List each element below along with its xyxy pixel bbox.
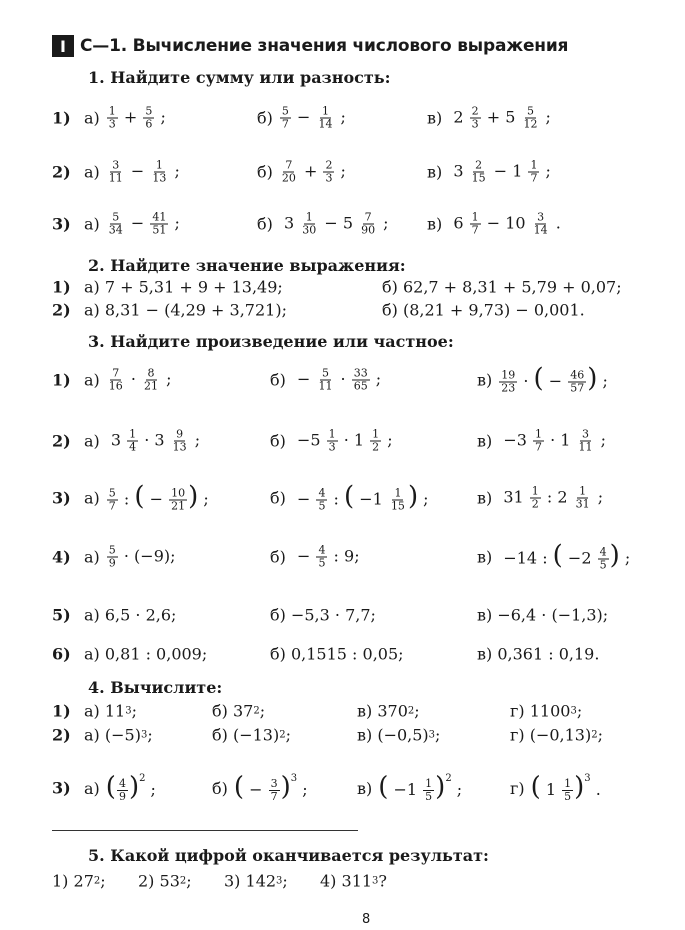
expr-text: ; — [335, 107, 352, 127]
task-3-row-6 — [52, 643, 682, 665]
task-5-items — [52, 870, 682, 892]
expr-text: · — [335, 369, 351, 389]
item-a: а) 8,31 − (4,29 + 3,721); — [84, 300, 287, 320]
expr-text: ; — [155, 107, 171, 127]
row-number: 2) — [52, 431, 71, 451]
row-number: 1) — [52, 370, 71, 390]
expr-text: −2 — [562, 548, 597, 568]
row-number: 1) — [52, 701, 71, 721]
task-5-item-3: 3) 142 3 ; — [224, 871, 288, 891]
bracket: ( — [134, 481, 145, 512]
item-b: б) ( − $\frac{3}{7}$ )$^3$ ; — [212, 772, 313, 803]
fraction: $\frac{1}{7}$ — [535, 427, 543, 454]
expr-text: −14 : — [498, 548, 553, 568]
bracket: ( — [233, 772, 245, 802]
item-b: б) 0,1515 : 0,05; — [270, 644, 404, 664]
fraction: $\frac{1}{4}$ — [129, 427, 137, 454]
fraction: $\frac{1}{30}$ — [302, 210, 317, 237]
fraction: $\frac{3}{14}$ — [533, 210, 548, 237]
fraction: $\frac{41}{51}$ — [152, 210, 167, 237]
item-a: а) $\frac{7}{16}$ · $\frac{8}{21}$ ; — [84, 366, 177, 393]
fraction: $\frac{1}{13}$ — [152, 158, 167, 185]
task-2-heading: 2. Найдите значение выражения: — [88, 256, 406, 275]
item-a: а) 3 $\frac{1}{4}$ · 3 $\frac{9}{13}$ ; — [84, 427, 206, 454]
row-number: 2) — [52, 300, 71, 320]
expr-text: ; — [370, 369, 387, 389]
expr-text: 31 — [498, 487, 529, 507]
fraction: $\frac{2}{15}$ — [471, 158, 486, 185]
fraction: $\frac{7}{90}$ — [361, 210, 376, 237]
fraction: $\frac{19}{23}$ — [501, 368, 516, 395]
item-b: б) (8,21 + 9,73) − 0,001. — [382, 300, 585, 320]
task-3-row-3 — [52, 480, 682, 516]
expr-text: · — [125, 369, 142, 389]
item-c: в) ( −1 $\frac{1}{5}$ )$^2$ ; — [357, 772, 468, 803]
item-a: а) $\frac{5}{34}$ − $\frac{41}{51}$ ; — [84, 210, 185, 237]
expr-text: − — [144, 489, 169, 509]
expr-text: 3 — [105, 430, 127, 450]
fraction: $\frac{8}{21}$ — [144, 366, 159, 393]
expr-text: 6 — [448, 213, 469, 233]
row-number: 2) — [52, 725, 71, 745]
fraction: $\frac{46}{57}$ — [570, 368, 585, 395]
task-2-row-1 — [52, 276, 682, 298]
task-5-item-4: 4) 311 3 ? — [320, 871, 387, 891]
fraction: $\frac{2}{3}$ — [471, 104, 479, 131]
fraction: $\frac{5}{34}$ — [108, 210, 123, 237]
item-d: г) 1100 3 ; — [510, 701, 583, 721]
section-tag: I — [52, 35, 74, 57]
fraction: $\frac{1}{3}$ — [328, 427, 336, 454]
task-3-row-5 — [52, 604, 682, 626]
expr-text: −1 — [388, 780, 423, 799]
expr-text: ; — [378, 213, 394, 233]
bracket: ( — [378, 772, 389, 802]
fraction: $\frac{5}{7}$ — [108, 486, 116, 513]
task-3-row-1 — [52, 362, 682, 398]
expr-text: ; — [540, 107, 557, 127]
item-b: б) − $\frac{4}{5}$ : 9; — [270, 543, 365, 570]
fraction: $\frac{4}{5}$ — [318, 543, 326, 570]
fraction: $\frac{5}{7}$ — [281, 104, 289, 131]
fraction: $\frac{1}{15}$ — [390, 486, 405, 513]
expr-text: · — [518, 371, 534, 391]
expr-text: : — [328, 489, 345, 509]
bracket: ( — [105, 772, 116, 802]
bracket: ) — [128, 772, 140, 802]
expr-text: ; — [595, 430, 612, 450]
fraction: $\frac{5}{11}$ — [318, 366, 333, 393]
item-b: б) −5 $\frac{1}{3}$ · 1 $\frac{1}{2}$ ; — [270, 427, 398, 454]
expr-text: ; — [161, 369, 177, 389]
fraction: $\frac{5}{12}$ — [523, 104, 538, 131]
expr-text: − — [125, 213, 150, 233]
fraction: $\frac{5}{6}$ — [145, 104, 153, 131]
expr-text: ; — [597, 371, 613, 391]
item-d: г) (−0,13) 2 ; — [510, 725, 603, 745]
item-c: в) 2 $\frac{2}{3}$ + 5 $\frac{5}{12}$ ; — [427, 104, 557, 131]
expr-text: ; — [169, 161, 185, 181]
expr-text: . — [590, 780, 606, 799]
expr-text: ; — [169, 213, 185, 233]
fraction: $\frac{1}{7}$ — [471, 210, 479, 237]
exponent: 3 — [290, 773, 298, 784]
item-c: в) −6,4 · (−1,3); — [477, 605, 609, 625]
row-number: 1) — [52, 277, 71, 297]
expr-text: − — [291, 489, 316, 509]
row-number: 6) — [52, 644, 71, 664]
bracket: ) — [188, 481, 199, 512]
item-b: б) 37 2 ; — [212, 701, 266, 721]
item-c: в) 0,361 : 0,19. — [477, 644, 600, 664]
expr-text: − — [125, 161, 150, 181]
row-number: 5) — [52, 605, 71, 625]
expr-text: ; — [198, 489, 214, 509]
expr-text: · 3 — [139, 430, 170, 450]
bracket: ( — [344, 481, 355, 512]
fraction: $\frac{1}{5}$ — [564, 777, 572, 803]
expr-text: − — [543, 371, 568, 391]
expr-text: − 1 — [488, 161, 528, 181]
fraction: $\frac{3}{11}$ — [578, 427, 593, 454]
item-c: в) 370 2 ; — [357, 701, 420, 721]
item-a: а) $\frac{3}{11}$ − $\frac{1}{13}$ ; — [84, 158, 185, 185]
bracket: ) — [407, 481, 419, 512]
item-b: б) − $\frac{4}{5}$ : ( −1 $\frac{1}{15}$ ) ; — [270, 481, 434, 513]
bracket: ) — [574, 772, 585, 802]
expr-text: − — [291, 107, 316, 127]
fraction: $\frac{10}{21}$ — [171, 486, 186, 513]
expr-text: : — [118, 489, 135, 509]
task-4-row-1 — [52, 700, 682, 722]
task-2-row-2 — [52, 299, 682, 321]
fraction: $\frac{1}{14}$ — [318, 104, 333, 131]
section-title: С—1. Вычисление значения числового выражения — [80, 36, 569, 56]
task-5-item-1: 1) 27 2 ; — [52, 871, 106, 891]
page-number: 8 — [362, 912, 371, 927]
expr-text: − 10 — [481, 213, 531, 233]
item-a: а) 7 + 5,31 + 9 + 13,49; — [84, 277, 283, 297]
bracket: ( — [530, 772, 541, 802]
item-d: г) ( 1 $\frac{1}{5}$ )$^3$ . — [510, 772, 606, 803]
expr-text: + — [118, 107, 143, 127]
exponent: 2 — [139, 773, 146, 784]
task-4-row-3 — [52, 770, 682, 806]
expr-text: ; — [418, 489, 434, 509]
expr-text: ; — [619, 548, 636, 568]
task-5-heading: 5. Какой цифрой оканчивается результат: — [88, 846, 489, 865]
item-b: б) $\frac{5}{7}$ − $\frac{1}{14}$ ; — [257, 104, 352, 131]
fraction: $\frac{4}{5}$ — [599, 545, 607, 572]
expr-text: · 1 — [545, 430, 576, 450]
expr-text: . — [550, 213, 566, 233]
expr-text: ; — [540, 161, 557, 181]
expr-text: 1 — [540, 780, 562, 799]
item-c: в) $\frac{19}{23}$ · ( − $\frac{46}{57}$ ) ; — [477, 363, 613, 395]
bracket: ( — [533, 363, 544, 394]
fraction: $\frac{1}{2}$ — [531, 484, 539, 511]
expr-text: −5 — [291, 430, 326, 450]
item-a: а) $\frac{5}{9}$ · (−9); — [84, 543, 181, 570]
fraction: $\frac{1}{31}$ — [575, 484, 590, 511]
expr-text: 3 — [278, 213, 300, 233]
expr-text: : 2 — [541, 487, 573, 507]
item-b: б) $\frac{7}{20}$ + $\frac{2}{3}$ ; — [257, 158, 352, 185]
row-number: 3) — [52, 214, 71, 234]
fraction: $\frac{3}{7}$ — [270, 777, 278, 803]
fraction: $\frac{9}{13}$ — [172, 427, 187, 454]
footnote-divider — [52, 830, 358, 831]
section-header — [52, 34, 568, 58]
fraction: $\frac{4}{9}$ — [118, 777, 126, 803]
bracket: ) — [609, 540, 620, 571]
task-1-row-1 — [52, 100, 682, 136]
fraction: $\frac{1}{2}$ — [372, 427, 380, 454]
expr-text: − — [291, 546, 316, 566]
item-b: б) −5,3 · 7,7; — [270, 605, 376, 625]
expr-text: ; — [592, 487, 609, 507]
item-c: в) 6 $\frac{1}{7}$ − 10 $\frac{3}{14}$ . — [427, 210, 566, 237]
fraction: $\frac{2}{3}$ — [325, 158, 333, 185]
expr-text: 3 — [448, 161, 469, 181]
item-a: а) (−5) 3 ; — [84, 725, 153, 745]
bracket: ) — [280, 772, 291, 802]
task-3-heading: 3. Найдите произведение или частное: — [88, 332, 454, 351]
expr-text: + — [298, 161, 323, 181]
task-1-row-3 — [52, 206, 682, 242]
row-number: 2) — [52, 162, 71, 182]
expr-text: − 5 — [319, 213, 359, 233]
row-number: 3) — [52, 488, 71, 508]
item-a: а) $\frac{1}{3}$ + $\frac{5}{6}$ ; — [84, 104, 171, 131]
expr-text: ; — [382, 430, 398, 450]
expr-text: −3 — [498, 430, 533, 450]
row-number: 1) — [52, 108, 71, 128]
task-1-row-2 — [52, 154, 682, 190]
expr-text: ; — [335, 161, 352, 181]
fraction: $\frac{33}{65}$ — [353, 366, 368, 393]
item-c: в) −3 $\frac{1}{7}$ · 1 $\frac{3}{11}$ ; — [477, 427, 612, 454]
task-5-item-2: 2) 53 2 ; — [138, 871, 192, 891]
item-c: в) 3 $\frac{2}{15}$ − 1 $\frac{1}{7}$ ; — [427, 158, 557, 185]
bracket: ) — [587, 363, 598, 394]
fraction: $\frac{7}{20}$ — [281, 158, 296, 185]
item-a: а) $\frac{5}{7}$ : ( − $\frac{10}{21}$ ) ; — [84, 481, 214, 513]
expr-text: − — [291, 369, 316, 389]
item-b: б) 62,7 + 8,31 + 5,79 + 0,07; — [382, 277, 622, 297]
fraction: $\frac{7}{16}$ — [108, 366, 123, 393]
row-number: 3) — [52, 778, 71, 798]
item-a: а) 11 3 ; — [84, 701, 137, 721]
task-1-heading: 1. Найдите сумму или разность: — [88, 68, 391, 87]
expr-text: : 9; — [328, 546, 365, 566]
expr-text: −1 — [354, 489, 388, 509]
item-c: в) (−0,5) 3 ; — [357, 725, 441, 745]
bracket: ( — [552, 540, 563, 571]
expr-text: · 1 — [338, 430, 370, 450]
item-b: б) (−13) 2 ; — [212, 725, 291, 745]
fraction: $\frac{1}{5}$ — [425, 777, 433, 803]
item-c: в) −14 : ( −2 $\frac{4}{5}$ ) ; — [477, 540, 636, 572]
item-a: а) 6,5 · 2,6; — [84, 605, 177, 625]
fraction: $\frac{1}{3}$ — [108, 104, 116, 131]
item-a: а) ( $\frac{4}{9}$ )$^2$ ; — [84, 772, 162, 803]
expr-text: − — [244, 780, 268, 799]
expr-text: ; — [189, 430, 206, 450]
fraction: $\frac{4}{5}$ — [318, 486, 326, 513]
task-4-heading: 4. Вычислите: — [88, 678, 223, 697]
item-b: б) − $\frac{5}{11}$ · $\frac{33}{65}$ ; — [270, 366, 387, 393]
fraction: $\frac{5}{9}$ — [108, 543, 116, 570]
expr-text: · (−9); — [118, 546, 181, 566]
task-3-row-4 — [52, 539, 682, 575]
exponent: 2 — [445, 773, 452, 784]
task-3-row-2 — [52, 423, 682, 459]
fraction: $\frac{3}{11}$ — [108, 158, 123, 185]
expr-text: ; — [451, 780, 468, 799]
item-c: в) 31 $\frac{1}{2}$ : 2 $\frac{1}{31}$ ; — [477, 484, 609, 511]
task-4-row-2 — [52, 724, 682, 746]
expr-text: 2 — [448, 107, 469, 127]
bracket: ) — [435, 772, 446, 802]
row-number: 4) — [52, 547, 71, 567]
item-a: а) 0,81 : 0,009; — [84, 644, 208, 664]
expr-text: ; — [145, 780, 162, 799]
item-b: б) 3 $\frac{1}{30}$ − 5 $\frac{7}{90}$ ; — [257, 210, 394, 237]
expr-text: ; — [297, 780, 313, 799]
exponent: 3 — [584, 773, 591, 784]
fraction: $\frac{1}{7}$ — [530, 158, 538, 185]
expr-text: + 5 — [481, 107, 521, 127]
